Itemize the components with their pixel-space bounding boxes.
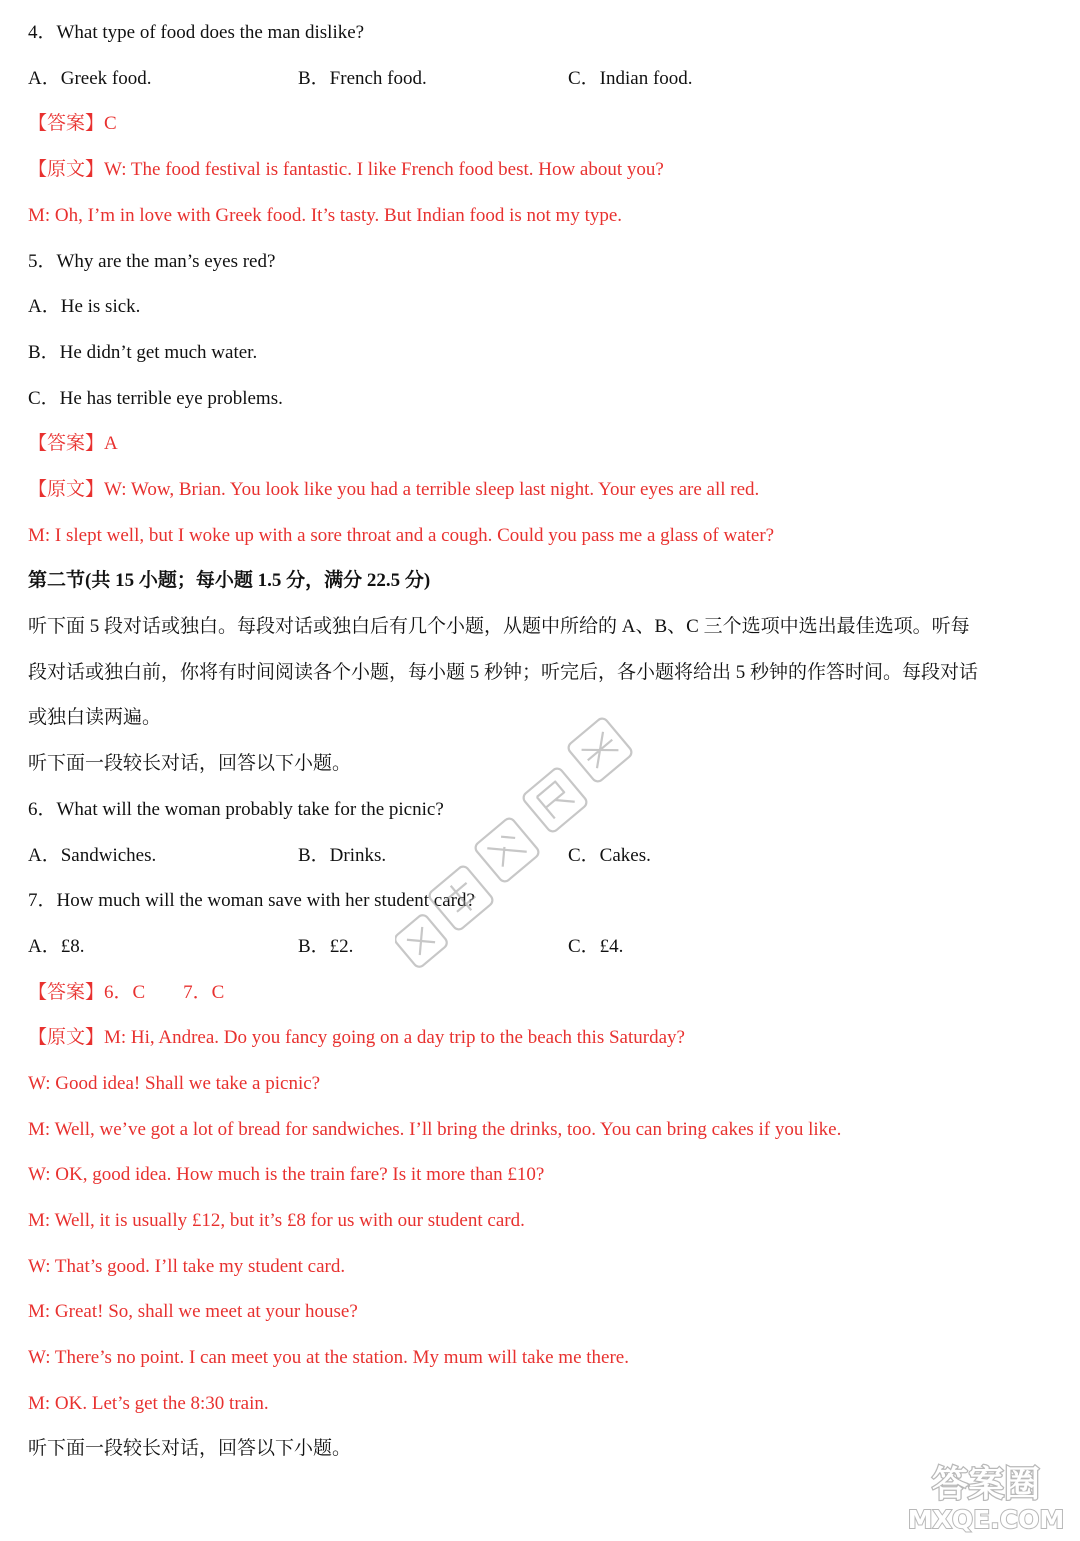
q5-question: 5．Why are the man’s eyes red? xyxy=(28,251,276,272)
q5-answer: 【答案】A xyxy=(28,433,118,454)
logo-text: 答案圈 xyxy=(931,1464,1041,1505)
q5-transcript-line: M: I slept well, but I woke up with a sore throat and a cough. Could you pass me a glass of water? xyxy=(28,525,775,546)
q7-question: 7．How much will the woman save with her student card? xyxy=(28,890,475,911)
q67-transcript-line: M: OK. Let’s get the 8:30 train. xyxy=(28,1393,269,1414)
q5-option-a: A．He is sick. xyxy=(28,296,141,317)
q4-answer: 【答案】C xyxy=(28,113,117,134)
q4-transcript-line: M: Oh, I’m in love with Greek food. It’s tasty. But Indian food is not my type. xyxy=(28,205,623,226)
section-instructions: 段对话或独白前，你将有时间阅读各个小题，每小题 5 秒钟；听完后，各小题将给出 5 秒钟的作答时间。每段对话 xyxy=(28,662,979,683)
q6-option-c: C．Cakes. xyxy=(568,845,651,866)
q6-option-a: A．Sandwiches. xyxy=(28,845,157,866)
q4-option-a: A．Greek food. xyxy=(28,68,152,89)
dialogue-prompt: 听下面一段较长对话，回答以下小题。 xyxy=(28,753,352,774)
q67-transcript-line: M: Well, we’ve got a lot of bread for sandwiches. I’ll bring the drinks, too. You can bring cakes if you like. xyxy=(28,1119,842,1140)
q4-option-c: C．Indian food. xyxy=(568,68,693,89)
section-heading: 第二节(共 15 小题；每小题 1.5 分，满分 22.5 分) xyxy=(28,570,431,591)
q5-option-c: C．He has terrible eye problems. xyxy=(28,388,283,409)
q67-answer: 【答案】6．C 7．C xyxy=(28,982,225,1003)
q4-question: 4．What type of food does the man dislike? xyxy=(28,22,365,43)
q67-transcript-line: W: That’s good. I’ll take my student card. xyxy=(28,1256,346,1277)
q7-option-b: B．£2. xyxy=(298,936,354,957)
q4-transcript-line: 【原文】W: The food festival is fantastic. I like French food best. How about you? xyxy=(28,159,664,180)
q67-transcript-line: W: There’s no point. I can meet you at the station. My mum will take me there. xyxy=(28,1347,629,1368)
q5-option-b: B．He didn’t get much water. xyxy=(28,342,258,363)
q67-transcript-line: W: OK, good idea. How much is the train fare? Is it more than £10? xyxy=(28,1164,545,1185)
q6-question: 6．What will the woman probably take for the picnic? xyxy=(28,799,444,820)
watermark-logo xyxy=(900,1452,1072,1534)
q6-option-b: B．Drinks. xyxy=(298,845,387,866)
q7-option-c: C．£4. xyxy=(568,936,624,957)
q7-option-a: A．£8. xyxy=(28,936,85,957)
dialogue-prompt: 听下面一段较长对话，回答以下小题。 xyxy=(28,1438,352,1459)
section-instructions: 听下面 5 段对话或独白。每段对话或独白后有几个小题，从题中所给的 A、B、C 三个选项中选出最佳选项。听每 xyxy=(28,616,970,637)
q4-option-b: B．French food. xyxy=(298,68,427,89)
q67-transcript-line: W: Good idea! Shall we take a picnic? xyxy=(28,1073,321,1094)
logo-icon xyxy=(900,1452,1072,1534)
q67-transcript-line: 【原文】M: Hi, Andrea. Do you fancy going on a day trip to the beach this Saturday? xyxy=(28,1027,685,1048)
logo-subtext: MXQE.COM xyxy=(907,1505,1065,1534)
q67-transcript-line: M: Well, it is usually £12, but it’s £8 for us with our student card. xyxy=(28,1210,525,1231)
q5-transcript-line: 【原文】W: Wow, Brian. You look like you had a terrible sleep last night. Your eyes are all red. xyxy=(28,479,760,500)
q67-transcript-line: M: Great! So, shall we meet at your house? xyxy=(28,1301,358,1322)
section-instructions: 或独白读两遍。 xyxy=(28,707,162,728)
